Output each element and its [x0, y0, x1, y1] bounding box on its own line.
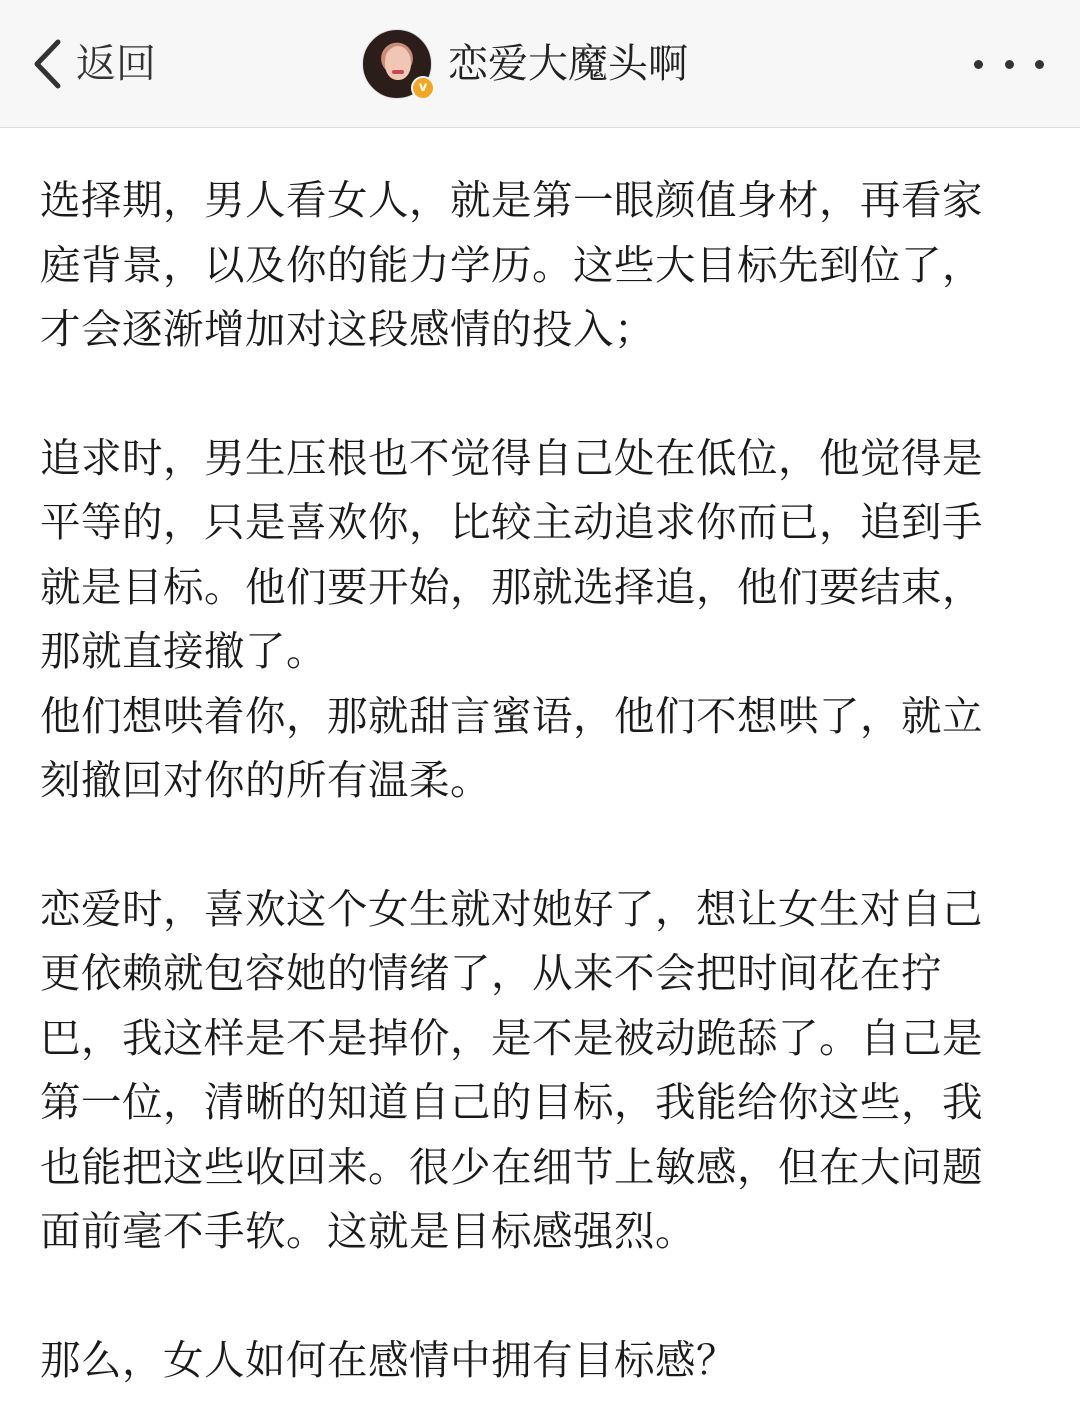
post-paragraph: 他们想哄着你，那就甜言蜜语，他们不想哄了，就立刻撤回对你的所有温柔。 [40, 691, 983, 804]
more-dot-icon [1005, 60, 1014, 69]
avatar-face [385, 46, 411, 80]
post-paragraph: 恋爱时，喜欢这个女生就对她好了，想让女生对自己更依赖就包容她的情绪了，从来不会把时间花在拧巴，我这样是不是掉价，是不是被动跪舔了。自己是第一位，清晰的知道自己的目标，我能给你这些，我也能把这些收回来。很少在细节上敏感，但在大问题面前毫不手软。这就是目标感强烈。 [40, 884, 983, 1255]
avatar[interactable] [362, 29, 432, 99]
verified-badge-icon: v [411, 76, 435, 100]
post-paragraph: 那么，女人如何在感情中拥有目标感？ [40, 1335, 737, 1384]
profile-header[interactable] [362, 26, 688, 102]
more-dot-icon [1035, 60, 1044, 69]
top-navigation-bar [0, 0, 1080, 128]
avatar-lips [392, 70, 404, 74]
post-paragraph: 选择期，男人看女人，就是第一眼颜值身材，再看家庭背景，以及你的能力学历。这些大目标先到位了，才会逐渐增加对这段感情的投入； [40, 176, 983, 353]
post-content [40, 168, 1010, 1392]
more-dot-icon [974, 60, 983, 69]
chevron-left-icon [32, 38, 62, 90]
back-button[interactable] [32, 36, 156, 92]
username[interactable]: 恋爱大魔头啊 [448, 41, 688, 87]
more-options-button[interactable] [974, 46, 1044, 82]
back-label: 返回 [76, 41, 156, 87]
post-paragraph: 追求时，男生压根也不觉得自己处在低位，他觉得是平等的，只是喜欢你，比较主动追求你而已，追到手就是目标。他们要开始，那就选择追，他们要结束，那就直接撤了。 [40, 433, 983, 675]
